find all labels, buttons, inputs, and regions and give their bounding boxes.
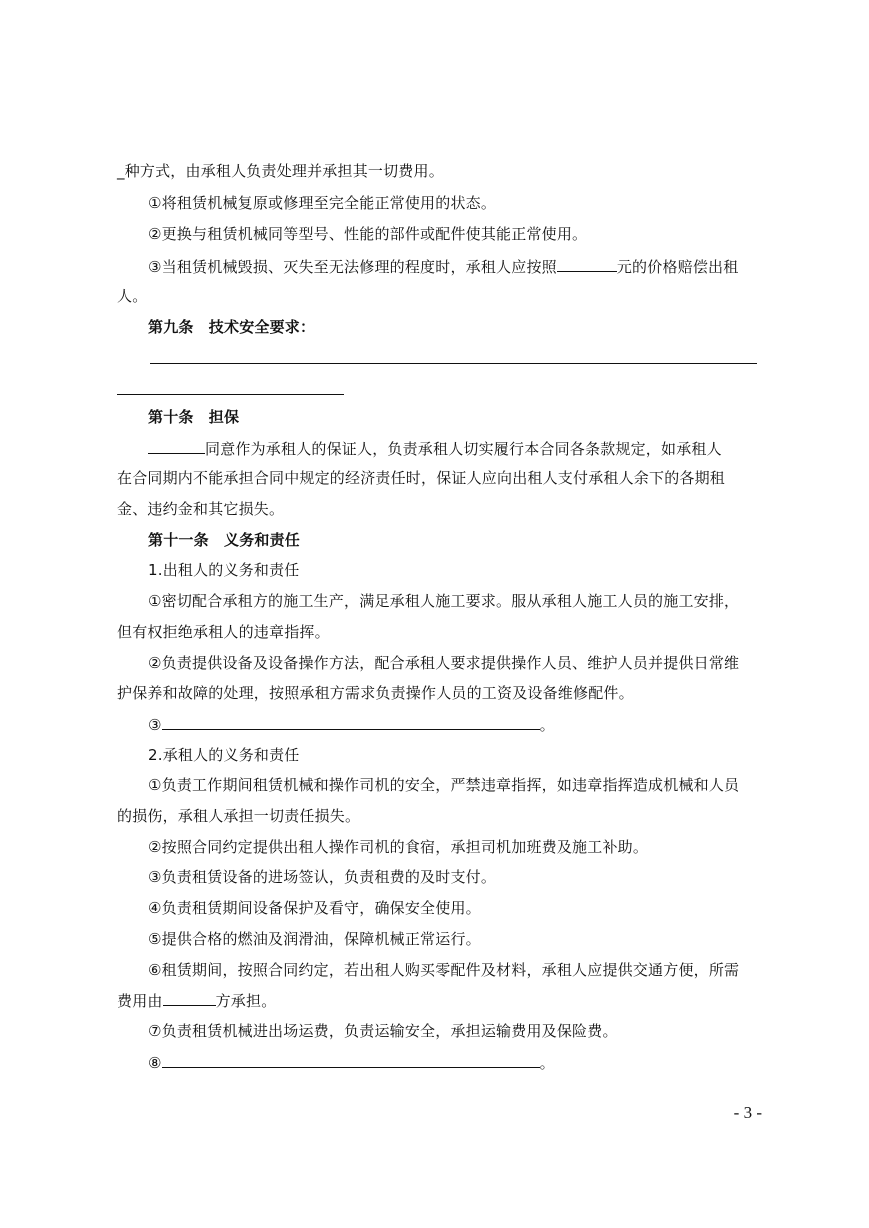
blank-field: [557, 256, 617, 272]
text: ③负责租赁设备的进场签认，负责租费的及时支付。: [148, 868, 497, 886]
text-line: [148, 775, 762, 795]
blank-field: [148, 438, 205, 454]
text: 人。: [117, 287, 148, 305]
text-line: [148, 898, 762, 918]
text-line: [148, 960, 762, 980]
text: 第九条 技术安全要求：: [148, 318, 316, 336]
text: ③: [148, 716, 162, 734]
blank-field: [162, 714, 540, 730]
text: 。: [539, 716, 555, 734]
text-line: [148, 714, 762, 735]
text-line: [117, 468, 762, 488]
text-line: [148, 1052, 762, 1073]
text: 但有权拒绝承租人的违章指挥。: [117, 623, 330, 641]
text-line: [148, 1021, 762, 1041]
text: ⑧: [148, 1054, 162, 1072]
text: 第十一条 义务和责任: [148, 531, 301, 549]
text-line: [148, 929, 762, 949]
text-line: [148, 560, 762, 580]
text-line: [117, 990, 762, 1011]
text-line: [148, 745, 762, 765]
text: ①负责工作期间租赁机械和操作司机的安全，严禁违章指挥，如违章指挥造成机械和人员: [148, 776, 740, 794]
blank-line: [117, 394, 344, 395]
text: ②更换与租赁机械同等型号、性能的部件或配件使其能正常使用。: [148, 225, 588, 243]
text-line: [148, 591, 762, 611]
text-line: [148, 224, 762, 244]
blank-field: [162, 1052, 540, 1068]
blank-line: [150, 363, 757, 364]
text: ⑤提供合格的燃油及润滑油，保障机械正常运行。: [148, 930, 481, 948]
text: ②负责提供设备及设备操作方法，配合承租人要求提供操作人员、维护人员并提供日常维: [148, 654, 740, 672]
section-heading: [148, 407, 762, 427]
text-line: [117, 683, 762, 703]
text: 1.出租人的义务和责任: [148, 561, 300, 579]
text: ⑥租赁期间，按照合同约定，若出租人购买零配件及材料，承租人应提供交通方便，所需: [148, 961, 740, 979]
blank-field: [163, 990, 216, 1006]
text: 金、违约金和其它损失。: [117, 500, 285, 518]
text: ④负责租赁期间设备保护及看守，确保安全使用。: [148, 899, 481, 917]
text-line: [148, 837, 762, 857]
text: 元的价格赔偿出租: [616, 258, 739, 276]
text: 方承担。: [215, 992, 277, 1010]
text-line: [148, 193, 762, 213]
text: ⑦负责租赁机械进出场运费，负责运输安全，承担运输费用及保险费。: [148, 1022, 618, 1040]
text-line: [148, 867, 762, 887]
text-line: [117, 161, 762, 181]
text: 。: [539, 1054, 555, 1072]
text-line: [117, 499, 762, 519]
text: 的损伤，承租人承担一切责任损失。: [117, 807, 361, 825]
text: 护保养和故障的处理，按照承租方需求负责操作人员的工资及设备维修配件。: [117, 684, 634, 702]
text: 2.承租人的义务和责任: [148, 746, 300, 764]
page-number: - 3 -: [733, 1103, 762, 1122]
text: 同意作为承租人的保证人，负责承租人切实履行本合同各条款规定，如承租人: [205, 440, 722, 458]
text: 第十条 担保: [148, 408, 240, 426]
section-heading: [148, 530, 762, 550]
text-line: [117, 806, 762, 826]
text-line: [117, 622, 762, 642]
text: 在合同期内不能承担合同中规定的经济责任时，保证人应向出租人支付承租人余下的各期租: [117, 469, 726, 487]
text-line: [117, 286, 762, 306]
text: 费用由: [117, 992, 163, 1010]
text: _种方式，由承租人负责处理并承担其一切费用。: [117, 162, 444, 180]
text: ①密切配合承租方的施工生产，满足承租人施工要求。服从承租人施工人员的施工安排，: [148, 592, 740, 610]
text: ①将租赁机械复原或修理至完全能正常使用的状态。: [148, 194, 497, 212]
text: ③当租赁机械毁损、灭失至无法修理的程度时，承租人应按照: [148, 258, 557, 276]
text-line: [148, 438, 762, 459]
text-line: [148, 256, 762, 277]
section-heading: [148, 317, 762, 337]
text-line: [148, 653, 762, 673]
text: ②按照合同约定提供出租人操作司机的食宿，承担司机加班费及施工补助。: [148, 838, 649, 856]
